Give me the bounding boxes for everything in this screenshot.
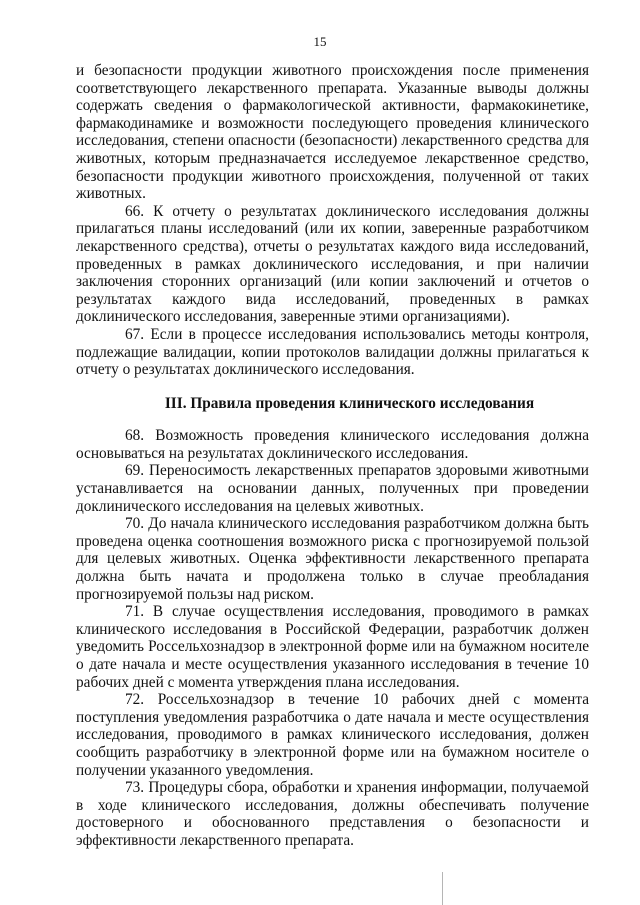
- section-heading: III. Правила проведения клинического исследования: [164, 394, 535, 412]
- page-number: 15: [313, 34, 327, 49]
- paragraph-73: 73. Процедуры сбора, обработки и хранения информации, получаемой в ходе клинического исследования, должны обеспечивать получение достоверного и обоснованного представления о безопасности и эффективности лекарственного препарата.: [76, 779, 589, 849]
- paragraph-66: 66. К отчету о результатах доклинического исследования должны прилагаться планы исследований (или их копии, заверенные разработчиком лекарственного средства), отчеты о результатах каждого вида исследований, проведенных в рамках доклинического исследования, и при наличии заключения сторонних организаций (или копии заключений и отчетов о результатах каждого вида исследований, проведенных в рамках доклинического исследования, заверенные этими организациями).: [76, 202, 589, 326]
- paragraph-70: 70. До начала клинического исследования разработчиком должна быть проведена оценка соотношения возможного риска с прогнозируемой пользой для целевых животных. Оценка эффективности лекарственного препарата должна быть начата и продолжена только в случае преобладания прогнозируемой пользы над риском.: [76, 515, 589, 603]
- paragraph-68: 68. Возможность проведения клинического исследования должна основываться на результатах доклинического исследования.: [76, 427, 589, 462]
- paragraph-69: 69. Переносимость лекарственных препаратов здоровыми животными устанавливается на основании данных, полученных при проведении доклинического исследования на целевых животных.: [76, 462, 589, 515]
- paragraph-67: 67. Если в процессе исследования использовались методы контроля, подлежащие валидации, копии протоколов валидации должны прилагаться к отчету о результатах доклинического исследования.: [76, 325, 589, 379]
- scan-artifact-line: [442, 872, 443, 905]
- paragraph-71: 71. В случае осуществления исследования, проводимого в рамках клинического исследования в Российской Федерации, разработчик должен уведомить Россельхознадзор в электронной форме или на бумажном носителе о дате начала и месте осуществления указанного исследования в течение 10 рабочих дней с момента утверждения плана исследования.: [76, 603, 589, 691]
- paragraph-continuation: и безопасности продукции животного происхождения после применения соответствующего лекарственного препарата. Указанные выводы должны содержать сведения о фармакологической активности, фармакокинетике, фармакодинамике и возможности последующего проведения клинического исследования, степени опасности (безопасности) лекарственного средства для животных, которым предназначается исследуемое лекарственное средство, безопасности продукции животного происхождения, полученной от таких животных.: [76, 62, 589, 203]
- document-body: [76, 62, 589, 850]
- paragraph-72: 72. Россельхознадзор в течение 10 рабочих дней с момента поступления уведомления разработчика о дате начала и месте осуществления исследования, проводимого в рамках клинического исследования, должен сообщить разработчику в электронной форме или на бумажном носителе о получении указанного уведомления.: [76, 691, 589, 779]
